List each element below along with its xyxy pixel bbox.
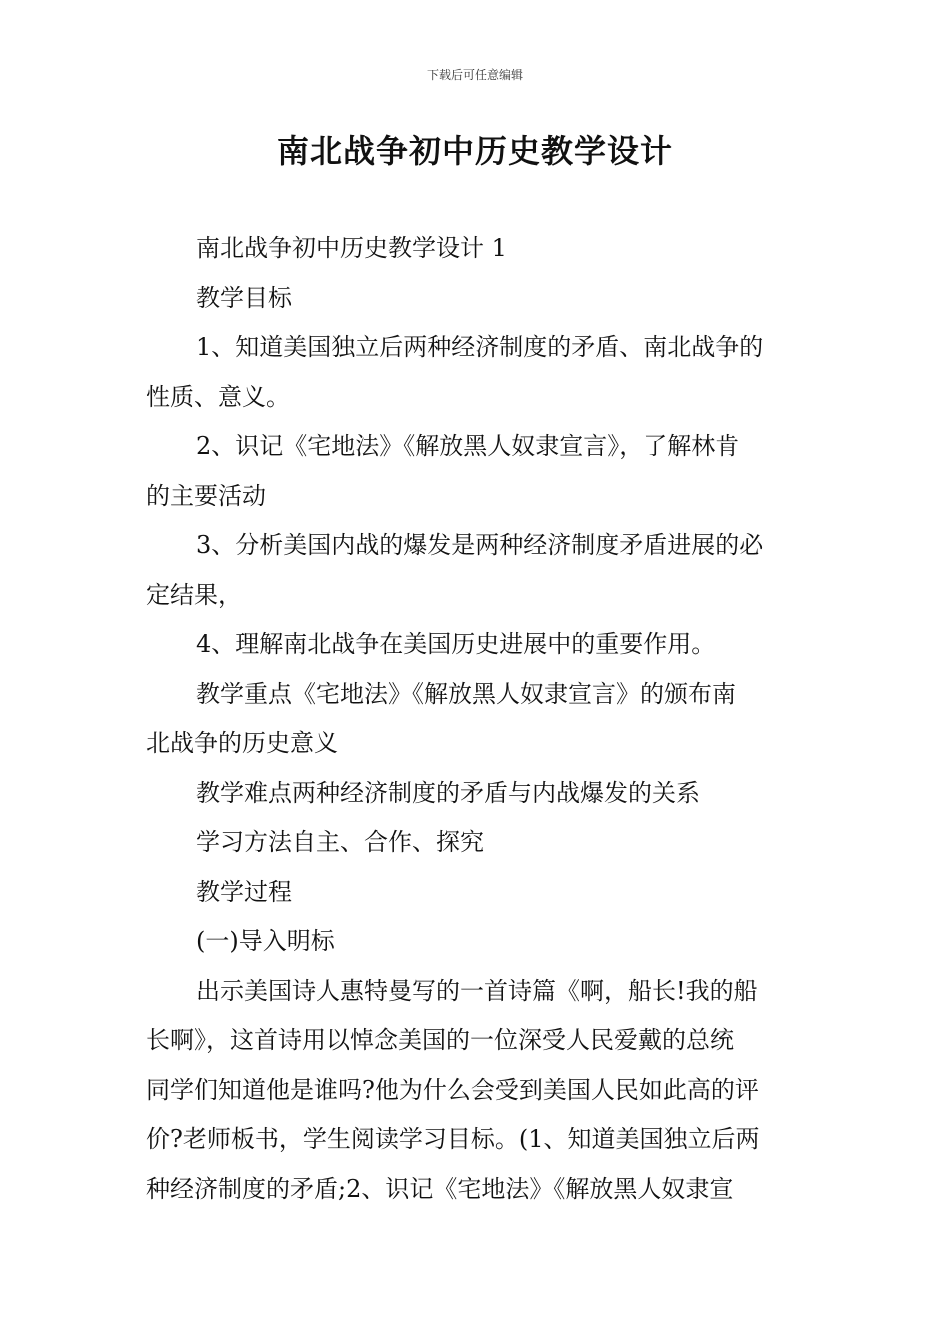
text-line: 教学重点《宅地法》《解放黑人奴隶宣言》的颁布南 bbox=[196, 679, 736, 708]
text-line: 1、知道美国独立后两种经济制度的矛盾、南北战争的 bbox=[196, 333, 764, 361]
text-line: 的主要活动 bbox=[146, 481, 266, 510]
text-line: 种经济制度的矛盾;2、识记《宅地法》《解放黑人奴隶宣 bbox=[146, 1174, 734, 1203]
text-line: 性质、意义。 bbox=[146, 382, 290, 411]
header-note: 下载后可任意编辑 bbox=[426, 68, 523, 82]
text-line: 教学目标 bbox=[196, 283, 292, 312]
text-line: 3、分析美国内战的爆发是两种经济制度矛盾进展的必 bbox=[196, 531, 764, 559]
text-line: 教学难点两种经济制度的矛盾与内战爆发的关系 bbox=[196, 778, 700, 807]
document-title: 南北战争初中历史教学设计 bbox=[276, 132, 673, 170]
text-line: 价?老师板书，学生阅读学习目标。(1、知道美国独立后两 bbox=[146, 1125, 760, 1153]
text-line: 2、识记《宅地法》《解放黑人奴隶宣言》，了解林肯 bbox=[196, 432, 740, 460]
text-line: 北战争的历史意义 bbox=[146, 729, 338, 757]
text-line: 4、理解南北战争在美国历史进展中的重要作用。 bbox=[196, 630, 716, 658]
text-line: 教学过程 bbox=[196, 877, 292, 906]
text-line: 南北战争初中历史教学设计 1 bbox=[196, 234, 507, 262]
text-line: 同学们知道他是谁吗?他为什么会受到美国人民如此高的评 bbox=[146, 1075, 759, 1104]
text-line: 出示美国诗人惠特曼写的一首诗篇《啊，船长!我的船 bbox=[196, 976, 758, 1005]
document-body bbox=[146, 224, 808, 1214]
text-line: (一)导入明标 bbox=[196, 927, 335, 955]
text-line: 定结果， bbox=[146, 580, 242, 609]
text-line: 学习方法自主、合作、探究 bbox=[196, 828, 484, 856]
text-line: 长啊》，这首诗用以悼念美国的一位深受人民爱戴的总统 bbox=[146, 1026, 734, 1054]
